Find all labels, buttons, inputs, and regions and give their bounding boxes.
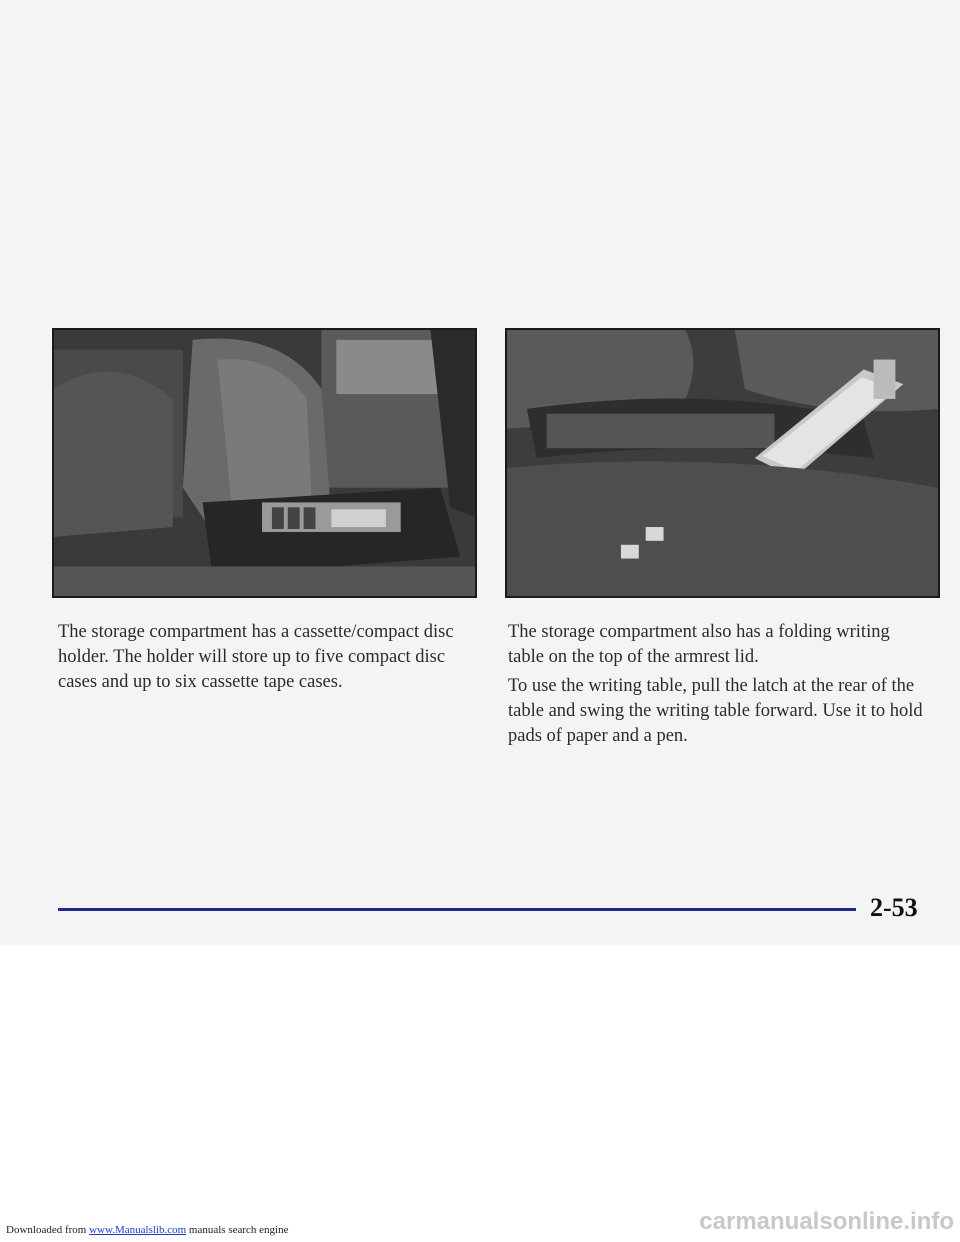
writing-table-photo (505, 328, 940, 598)
footer-rule (58, 908, 856, 911)
watermark: carmanualsonline.info (699, 1208, 954, 1235)
page-number: 2-53 (870, 893, 918, 922)
right-caption-instructions: To use the writing table, pull the latch at the rear of the table and swing the writing table forward. Use it to hold pads of paper and a pen. (508, 676, 923, 746)
left-caption: The storage compartment has a cassette/compact disc holder. The holder will store up to five compact disc cases and up to six cassette tape cases. (58, 622, 454, 692)
console-storage-photo (52, 328, 477, 598)
footer-suffix: manuals search engine (186, 1224, 289, 1236)
right-caption-intro: The storage compartment also has a folding writing table on the top of the armrest lid. (508, 622, 890, 667)
manualslib-link[interactable]: www.Manualslib.com (89, 1224, 187, 1236)
footer-prefix: Downloaded from (6, 1224, 90, 1236)
download-footer (6, 1224, 288, 1236)
writing-table-illustration (507, 330, 938, 596)
console-storage-illustration (54, 330, 475, 596)
